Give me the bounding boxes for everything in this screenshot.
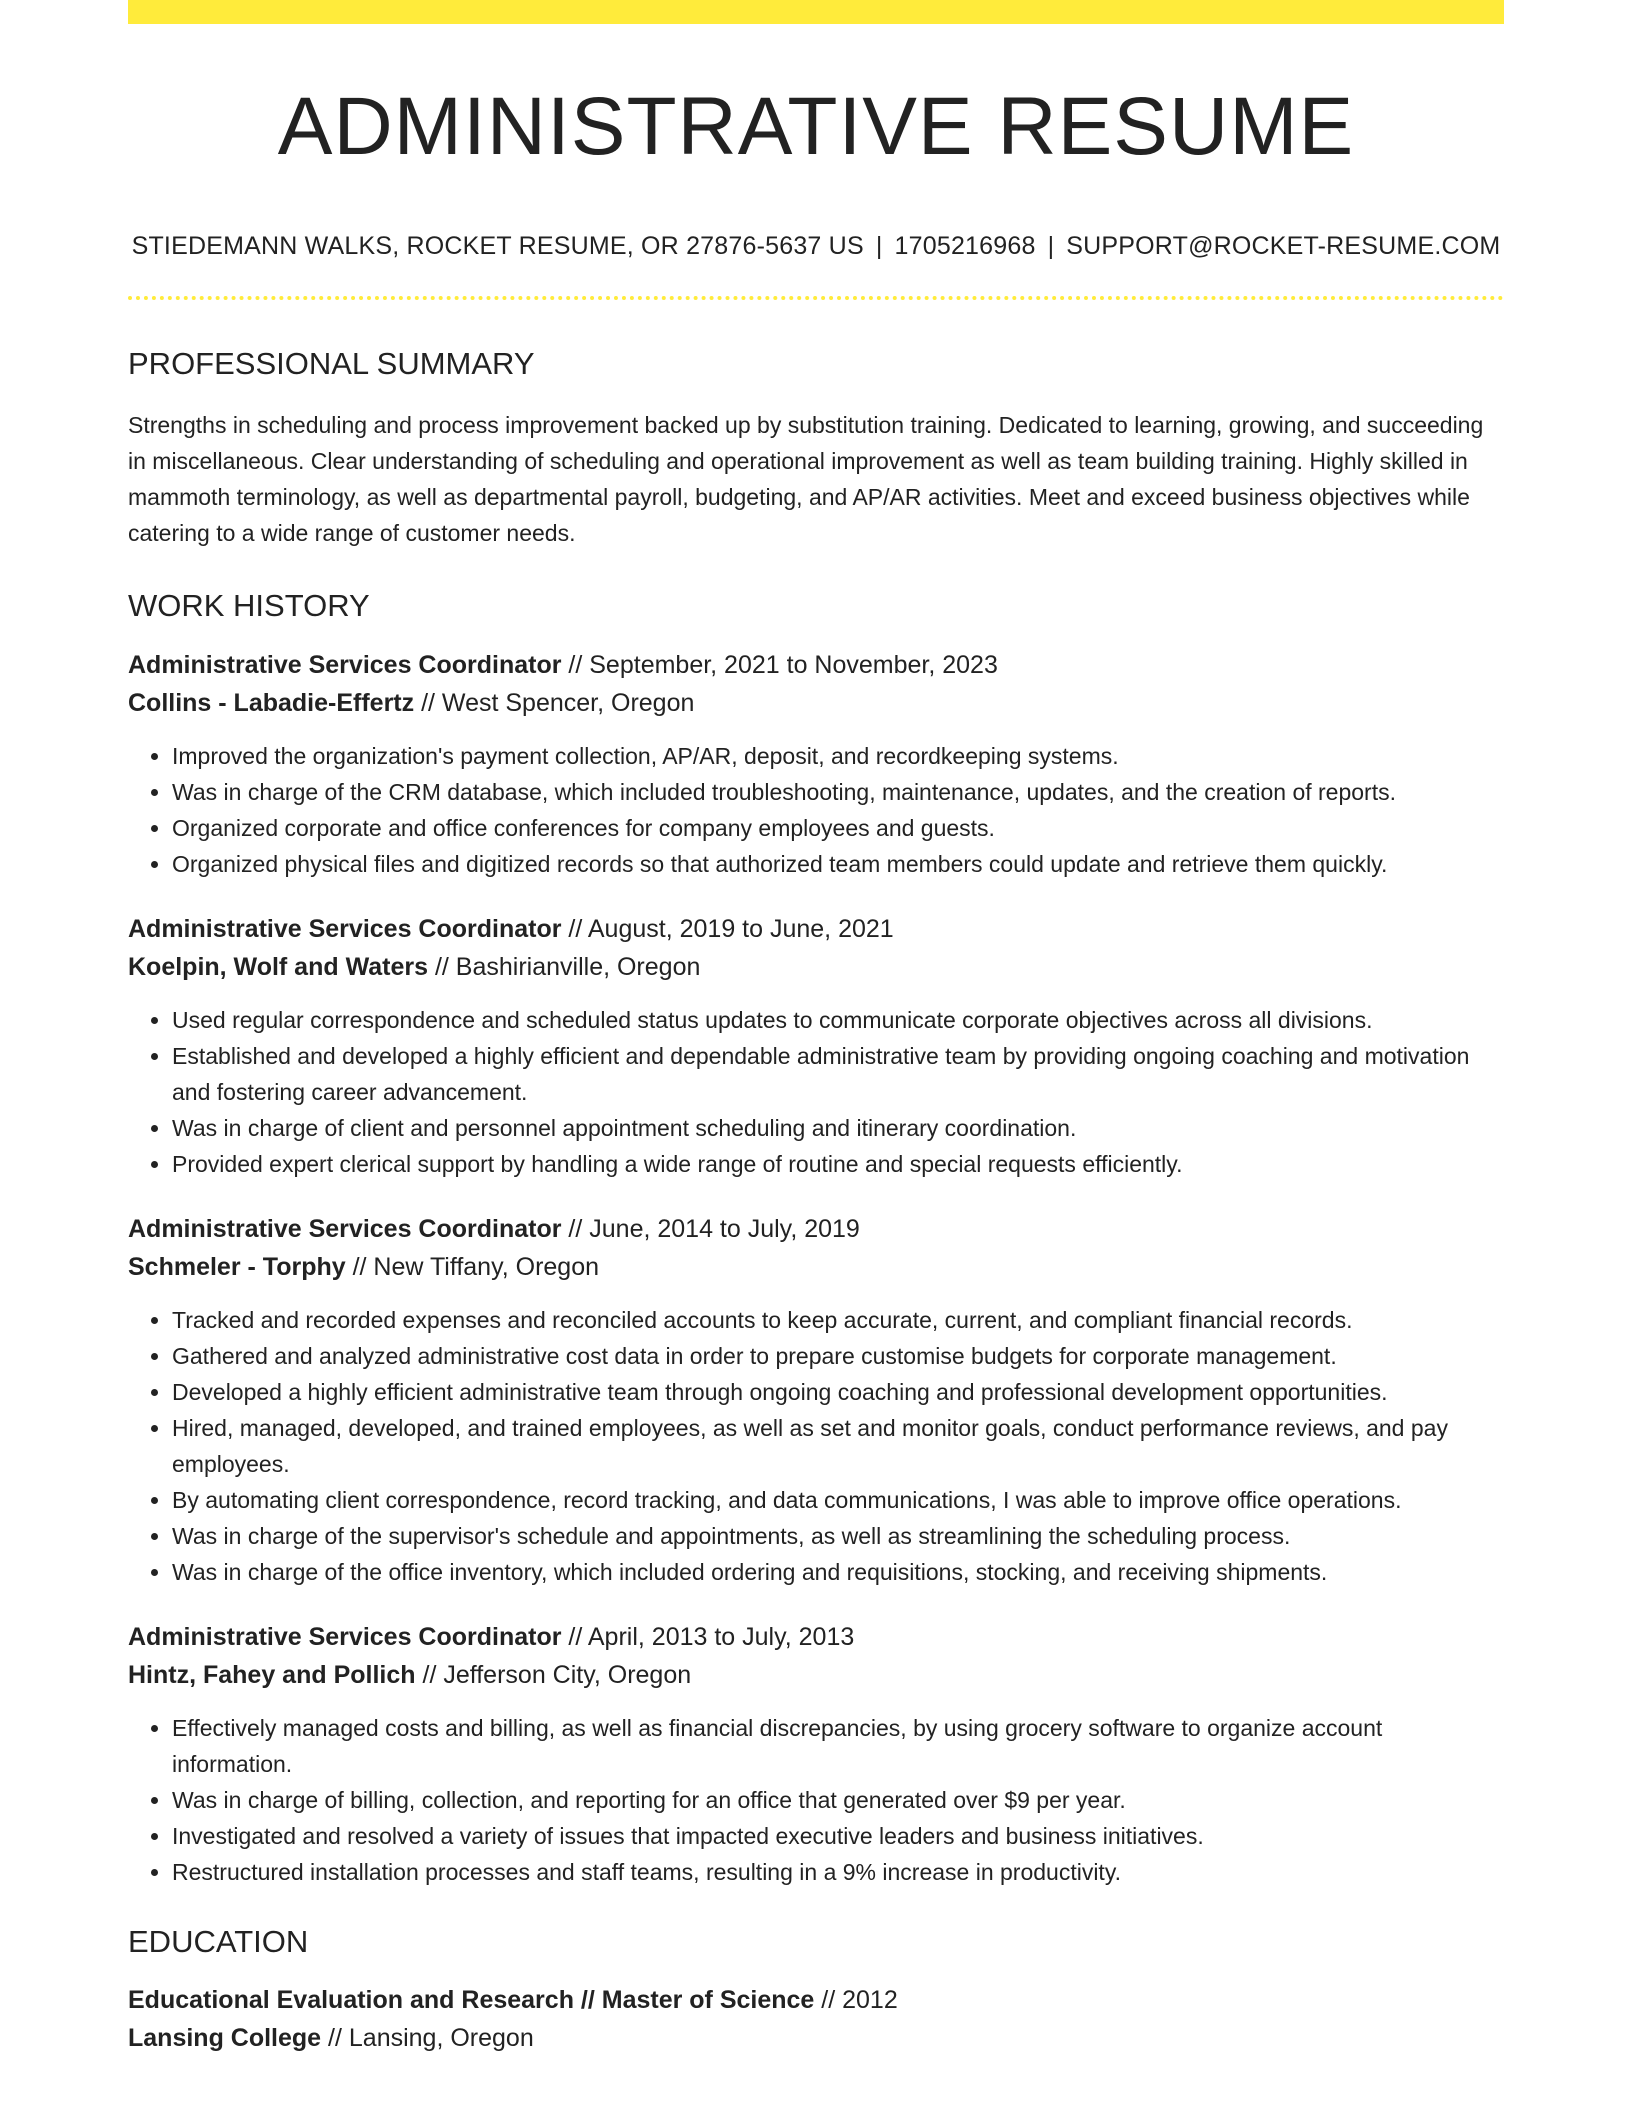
job-entry [128,910,1504,1182]
job-dates: // June, 2014 to July, 2019 [568,1215,860,1243]
job-company: Koelpin, Wolf and Waters [128,953,429,981]
education-degree-line [128,1981,1504,2019]
list-item: • Gathered and analyzed administrative cost data in order to prepare customise budgets for corporate management. [172,1338,1504,1374]
list-item: • By automating client correspondence, record tracking, and data communications, I was able to improve office operations. [172,1482,1504,1518]
job-role-line [128,1210,1504,1248]
job-bullets [128,1002,1504,1182]
job-role-line [128,646,1504,684]
job-role-line [128,1618,1504,1656]
work-history-heading: WORK HISTORY [128,588,370,623]
contact-line [128,234,1504,259]
list-item: • Was in charge of the CRM database, which included troubleshooting, maintenance, updates, and the creation of reports. [172,774,1504,810]
education-degree: Educational Evaluation and Research // Master of Science [128,1986,815,2014]
job-location: // West Spencer, Oregon [421,689,695,717]
list-item: • Organized physical files and digitized records so that authorized team members could update and retrieve them quickly. [172,846,1504,882]
list-item: • Was in charge of the supervisor's schedule and appointments, as well as streamlining the scheduling process. [172,1518,1504,1554]
job-dates: // September, 2021 to November, 2023 [568,651,998,679]
job-company: Collins - Labadie-Effertz [128,689,415,717]
contact-email: SUPPORT@ROCKET-RESUME.COM [1066,232,1501,260]
contact-separator: | [875,232,883,260]
job-company-line [128,1248,1504,1286]
education-year: // 2012 [821,1986,898,2014]
list-item: • Hired, managed, developed, and trained employees, as well as set and monitor goals, conduct performance reviews, and pay employees. [172,1410,1504,1482]
job-location: // Jefferson City, Oregon [422,1661,692,1689]
job-entry [128,1210,1504,1590]
list-item: • Improved the organization's payment collection, AP/AR, deposit, and recordkeeping systems. [172,738,1504,774]
job-entry [128,1618,1504,1890]
job-bullets [128,738,1504,882]
list-item: • Was in charge of billing, collection, and reporting for an office that generated over $9 per year. [172,1782,1504,1818]
job-entry [128,646,1504,882]
job-role: Administrative Services Coordinator [128,651,562,679]
job-dates: // April, 2013 to July, 2013 [568,1623,855,1651]
job-bullets [128,1302,1504,1590]
list-item: • Investigated and resolved a variety of issues that impacted executive leaders and business initiatives. [172,1818,1504,1854]
contact-separator: | [1047,232,1055,260]
education-entry [128,1981,1504,2057]
list-item: • Organized corporate and office conferences for company employees and guests. [172,810,1504,846]
list-item: • Developed a highly efficient administrative team through ongoing coaching and professional development opportunities. [172,1374,1504,1410]
job-company-line [128,684,1504,722]
job-company: Hintz, Fahey and Pollich [128,1661,416,1689]
list-item: • Established and developed a highly efficient and dependable administrative team by providing ongoing coaching and motivation and fostering career advancement. [172,1038,1504,1110]
job-company-line [128,948,1504,986]
job-company-line [128,1656,1504,1694]
job-role: Administrative Services Coordinator [128,1215,562,1243]
contact-phone: 1705216968 [894,232,1036,260]
job-role-line [128,910,1504,948]
list-item: • Provided expert clerical support by handling a wide range of routine and special requests efficiently. [172,1146,1504,1182]
summary-heading: PROFESSIONAL SUMMARY [128,346,535,381]
resume-title: ADMINISTRATIVE RESUME [277,81,1355,172]
top-accent-bar [128,0,1504,24]
education-school: Lansing College [128,2024,322,2052]
job-location: // Bashirianville, Oregon [434,953,701,981]
list-item: • Was in charge of client and personnel appointment scheduling and itinerary coordination. [172,1110,1504,1146]
job-dates: // August, 2019 to June, 2021 [568,915,894,943]
education-location: // Lansing, Oregon [328,2024,534,2052]
list-item: • Tracked and recorded expenses and reconciled accounts to keep accurate, current, and compliant financial records. [172,1302,1504,1338]
list-item: • Was in charge of the office inventory, which included ordering and requisitions, stocking, and receiving shipments. [172,1554,1504,1590]
job-company: Schmeler - Torphy [128,1253,346,1281]
job-location: // New Tiffany, Oregon [352,1253,600,1281]
resume-page [128,0,1504,2057]
job-role: Administrative Services Coordinator [128,1623,562,1651]
list-item: • Restructured installation processes and staff teams, resulting in a 9% increase in productivity. [172,1854,1504,1890]
education-heading: EDUCATION [128,1924,309,1959]
education-school-line [128,2019,1504,2057]
job-bullets [128,1710,1504,1890]
contact-address: STIEDEMANN WALKS, ROCKET RESUME, OR 27876-5637 US [131,232,864,260]
list-item: • Used regular correspondence and scheduled status updates to communicate corporate objectives across all divisions. [172,1002,1504,1038]
job-role: Administrative Services Coordinator [128,915,562,943]
list-item: • Effectively managed costs and billing, as well as financial discrepancies, by using grocery software to organize account information. [172,1710,1504,1782]
dotted-divider [128,296,1504,300]
summary-text: Strengths in scheduling and process improvement backed up by substitution training. Dedicated to learning, growing, and succeeding in miscellaneous. Clear understanding of scheduling and operational improvement as well as team building training. Highly skilled in mammoth terminology, as well as departmental payroll, budgeting, and AP/AR activities. Meet and exceed business objectives while catering to a wide range of customer needs. [128,412,1484,546]
